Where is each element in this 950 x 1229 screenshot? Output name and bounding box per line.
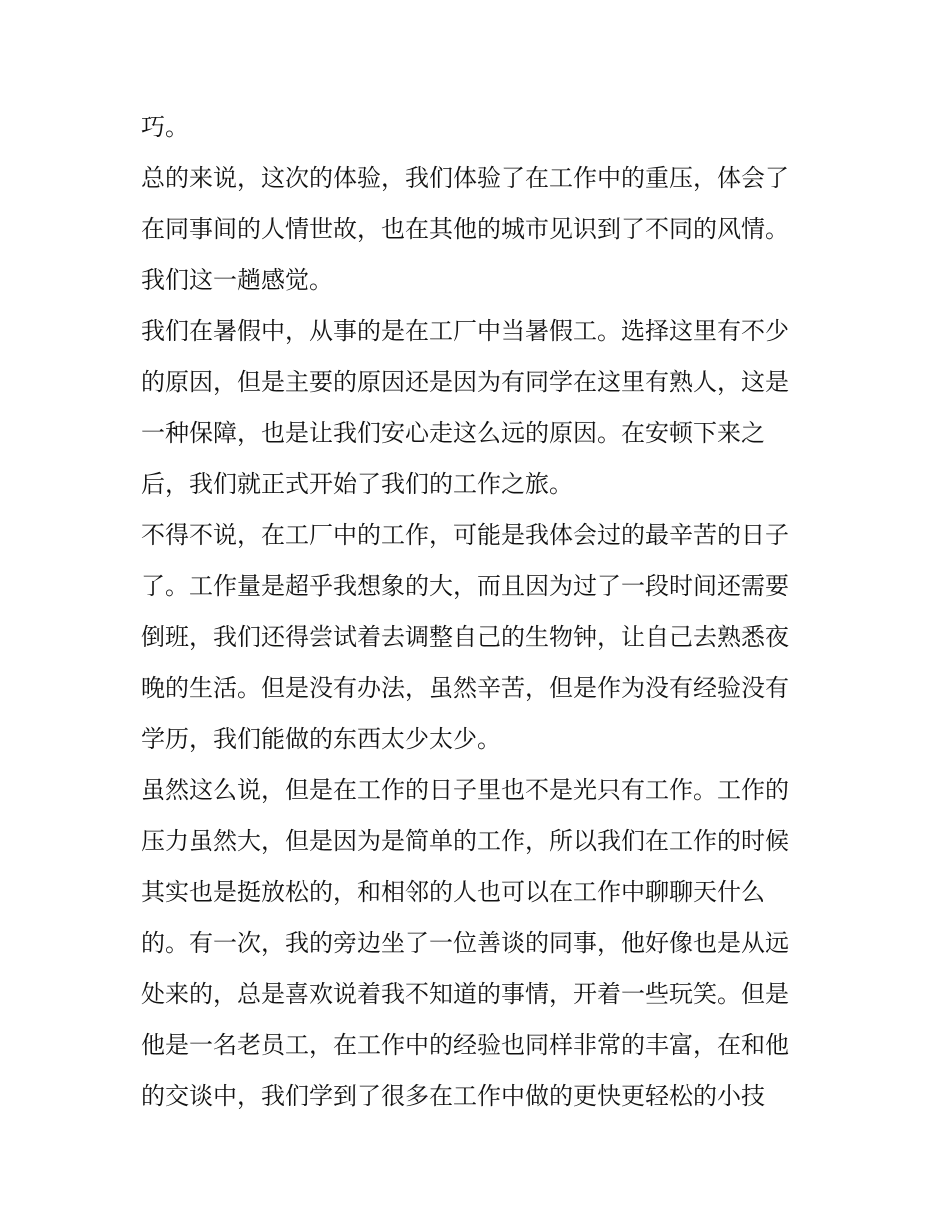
text-line-17: 的。有一次，我的旁边坐了一位善谈的同事，他好像也是从远 [141,929,789,957]
text-line-6: 的原因，但是主要的原因还是因为有同学在这里有熟人，这是 [141,368,789,396]
text-line-13: 学历，我们能做的东西太少太少。 [141,725,501,753]
text-line-3: 在同事间的人情世故，也在其他的城市见识到了不同的风情。 [141,215,789,243]
text-line-14: 虽然这么说，但是在工作的日子里也不是光只有工作。工作的 [141,776,789,804]
text-line-8: 后，我们就正式开始了我们的工作之旅。 [141,470,573,498]
text-line-19: 他是一名老员工，在工作中的经验也同样非常的丰富，在和他 [141,1031,789,1059]
text-line-2: 总的来说，这次的体验，我们体验了在工作中的重压，体会了 [141,164,789,192]
body-text [141,102,821,1122]
text-line-18: 处来的，总是喜欢说着我不知道的事情，开着一些玩笑。但是 [141,980,789,1008]
text-line-7: 一种保障，也是让我们安心走这么远的原因。在安顿下来之 [141,419,765,447]
text-line-10: 了。工作量是超乎我想象的大，而且因为过了一段时间还需要 [141,572,789,600]
text-line-11: 倒班，我们还得尝试着去调整自己的生物钟，让自己去熟悉夜 [141,623,789,651]
text-line-5: 我们在暑假中，从事的是在工厂中当暑假工。选择这里有不少 [141,317,789,345]
text-line-9: 不得不说，在工厂中的工作，可能是我体会过的最辛苦的日子 [141,521,789,549]
text-line-20: 的交谈中，我们学到了很多在工作中做的更快更轻松的小技 [141,1082,765,1110]
text-line-15: 压力虽然大，但是因为是简单的工作，所以我们在工作的时候 [141,827,789,855]
text-line-12: 晚的生活。但是没有办法，虽然辛苦，但是作为没有经验没有 [141,674,789,702]
text-line-4: 我们这一趟感觉。 [141,266,333,294]
text-line-16: 其实也是挺放松的，和相邻的人也可以在工作中聊聊天什么 [141,878,765,906]
text-line-1: 巧。 [141,113,189,141]
